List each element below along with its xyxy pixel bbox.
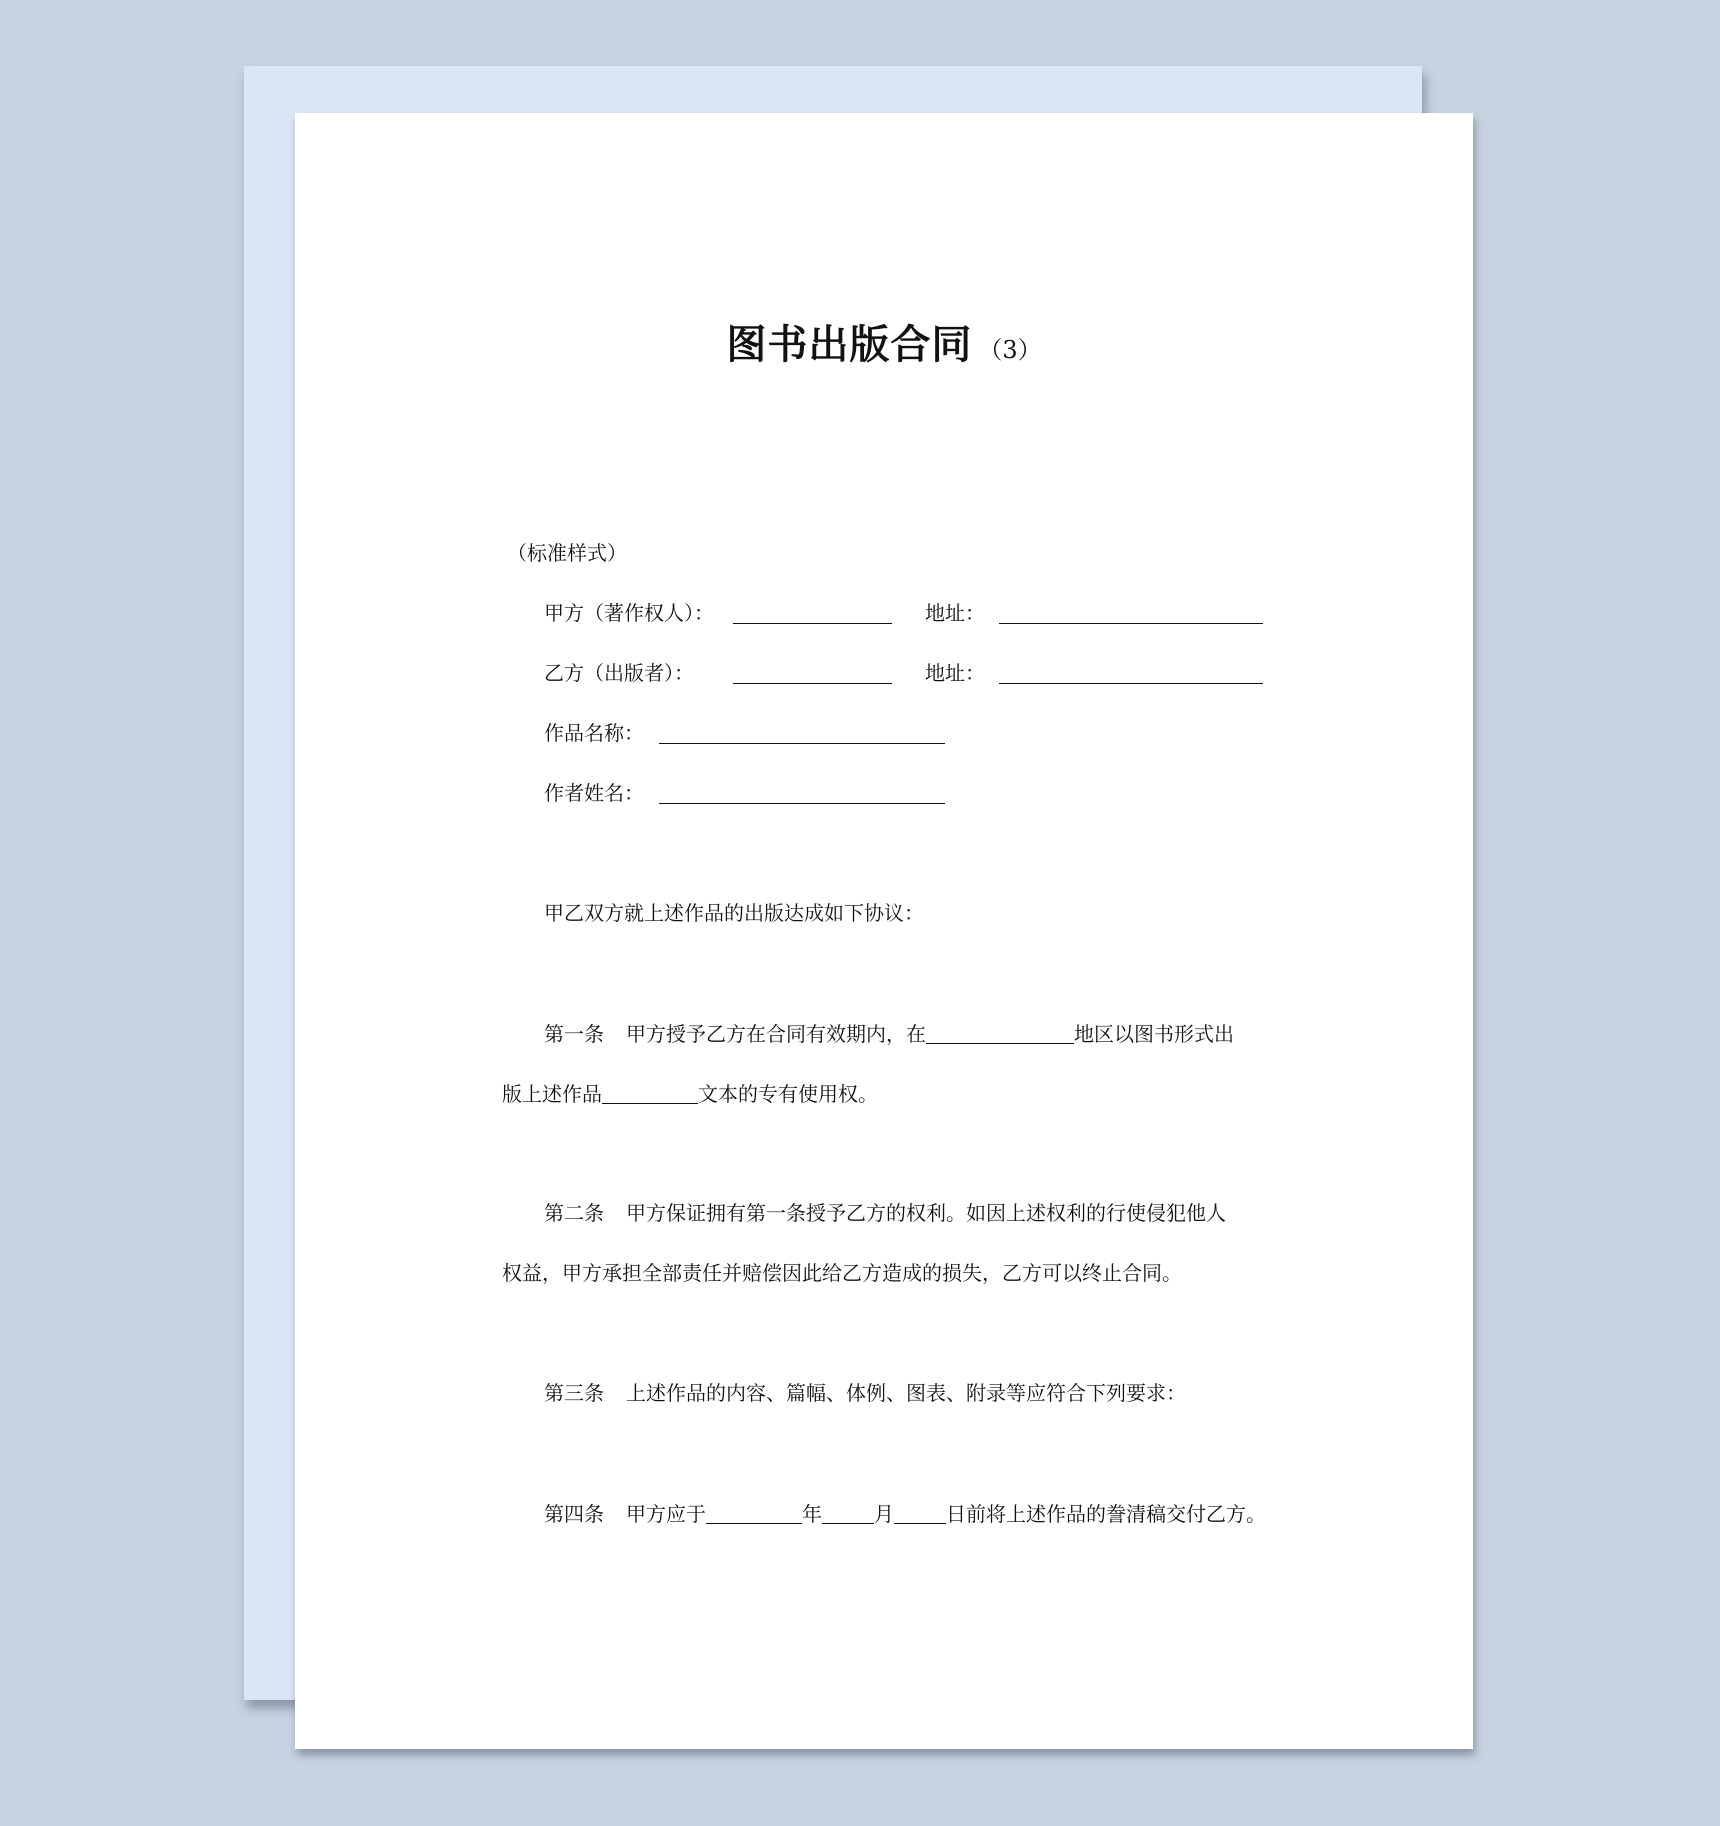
article-1-text-b: 地区以图书形式出 [1074, 1022, 1234, 1046]
month-blank[interactable] [822, 1503, 874, 1524]
work-title-field[interactable] [659, 743, 945, 744]
party-a-label: 甲方（著作权人）： [544, 601, 714, 625]
article-4-text-b: 日前将上述作品的誊清稿交付乙方。 [946, 1502, 1266, 1526]
work-title-label: 作品名称： [544, 721, 644, 745]
article-1-line-1 [544, 1020, 1234, 1047]
month-label: 月 [874, 1502, 894, 1526]
article-1-text-c: 版上述作品 [502, 1082, 602, 1106]
year-blank[interactable] [706, 1503, 802, 1524]
language-blank[interactable] [602, 1083, 698, 1104]
party-b-address-field[interactable] [999, 683, 1263, 684]
intro-paragraph: 甲乙双方就上述作品的出版达成如下协议： [544, 901, 924, 925]
article-4-text-a: 甲方应于 [626, 1502, 706, 1526]
article-3-line-1 [544, 1380, 1186, 1406]
document-page [295, 113, 1473, 1749]
article-2-line-2: 权益，甲方承担全部责任并赔偿因此给乙方造成的损失，乙方可以终止合同。 [502, 1261, 1182, 1285]
article-1-text-d: 文本的专有使用权。 [698, 1082, 878, 1106]
article-1-text-a: 甲方授予乙方在合同有效期内，在 [626, 1022, 926, 1046]
article-3-text-1: 上述作品的内容、篇幅、体例、图表、附录等应符合下列要求： [626, 1381, 1186, 1405]
party-a-field[interactable] [733, 623, 892, 624]
article-2-line-1 [544, 1200, 1226, 1226]
year-label: 年 [802, 1502, 822, 1526]
party-b-label: 乙方（出版者）： [544, 661, 694, 685]
article-2-number: 第二条 [544, 1201, 604, 1225]
article-4-line-1 [544, 1500, 1266, 1527]
author-name-field[interactable] [659, 803, 945, 804]
article-1-line-2 [502, 1080, 878, 1107]
region-blank[interactable] [926, 1023, 1074, 1044]
party-b-field[interactable] [733, 683, 892, 684]
document-title [295, 313, 1473, 370]
author-name-label: 作者姓名： [544, 781, 644, 805]
party-b-address-label: 地址： [925, 661, 985, 685]
article-4-number: 第四条 [544, 1502, 604, 1526]
subtitle: （标准样式） [507, 541, 627, 565]
title-number: （3） [978, 336, 1042, 364]
party-a-address-label: 地址： [925, 601, 985, 625]
article-1-number: 第一条 [544, 1022, 604, 1046]
article-2-text-1: 甲方保证拥有第一条授予乙方的权利。如因上述权利的行使侵犯他人 [626, 1201, 1226, 1225]
article-3-number: 第三条 [544, 1381, 604, 1405]
title-text: 图书出版合同 [726, 322, 973, 368]
day-blank[interactable] [894, 1503, 946, 1524]
party-a-address-field[interactable] [999, 623, 1263, 624]
